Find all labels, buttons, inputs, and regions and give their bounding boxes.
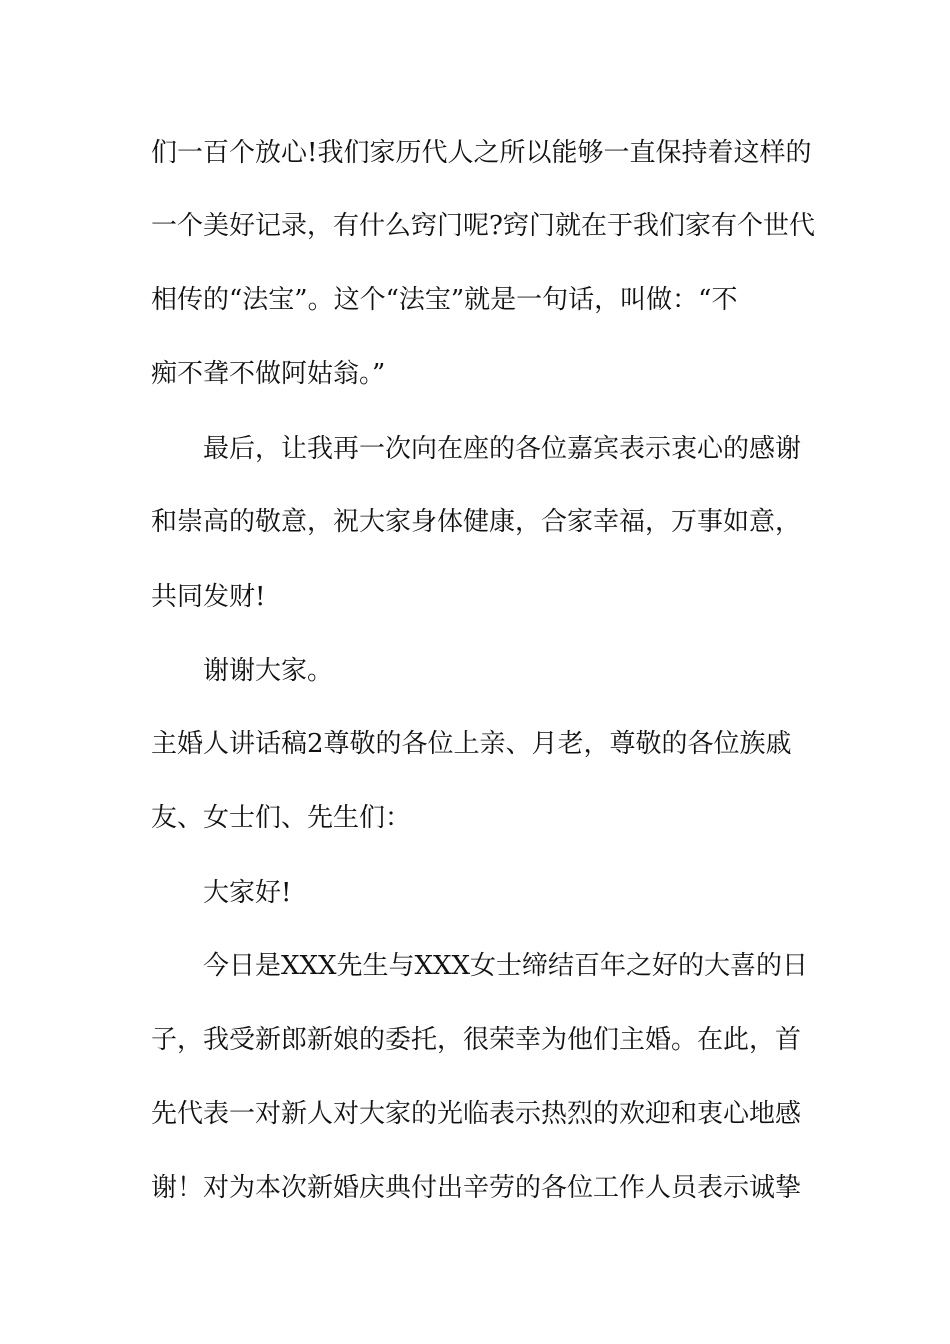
text-line: 友、女士们、先生们： [151,803,412,833]
text-line: 痴不聋不做阿姑翁。” [151,359,386,389]
paragraph-start-line: 谢谢大家。 [203,656,334,686]
text-line: 共同发财! [151,582,266,612]
text-line: 一个美好记录，有什么窍门呢?窍门就在于我们家有个世代 [151,211,815,241]
text-line: 相传的“法宝”。这个“法宝”就是一句话，叫做：“不 [151,285,738,315]
paragraph-start-line: 今日是XXX先生与XXX女士缔结百年之好的大喜的日 [203,951,809,981]
text-line: 谢！对为本次新婚庆典付出辛劳的各位工作人员表示诚挚 [151,1173,802,1203]
text-line: 子，我受新郎新娘的委托，很荣幸为他们主婚。在此，首 [151,1025,802,1055]
paragraph-start-line: 最后，让我再一次向在座的各位嘉宾表示衷心的感谢 [203,434,802,464]
text-line: 和崇高的敬意，祝大家身体健康，合家幸福，万事如意， [151,507,802,537]
section-heading-line: 主婚人讲话稿2尊敬的各位上亲、月老，尊敬的各位族戚 [151,729,792,759]
text-line: 们一百个放心!我们家历代人之所以能够一直保持着这样的 [151,138,812,168]
text-line: 先代表一对新人对大家的光临表示热烈的欢迎和衷心地感 [151,1099,802,1129]
paragraph-start-line: 大家好! [203,878,292,908]
